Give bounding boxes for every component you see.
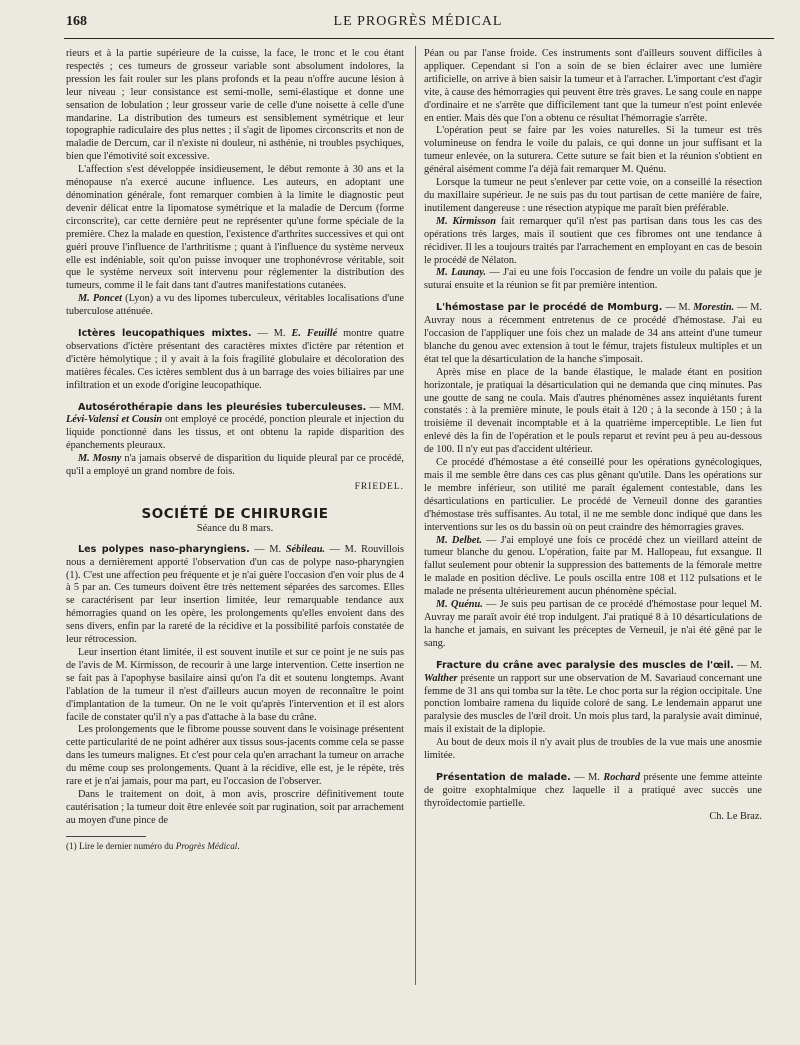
paragraph: Leur insertion étant limitée, il est souvent inutile et sur ce point je ne suis pas de l'avis de M. Kirmisson, de recourir à une large intervention. Cette insertion ne se fait pas à l'apophyse basilaire ainsi qu'on l'a dit et soutenu longtemps. Avant l'ablation de la tumeur il n'est d'ailleurs aucun moyen de reconnaître le point d'implantation de la tumeur. On ne le voit qu'après l'intervention et il est alors facile de constater qu'il n'y a pas d'attache à la base du crâne. [66, 646, 404, 723]
separator: — M. [662, 302, 694, 314]
paragraph [424, 267, 762, 293]
signature: FRIEDEL. [354, 482, 404, 492]
running-title: LE PROGRÈS MÉDICAL [333, 14, 503, 29]
paragraph-text: — J'ai eu une fois l'occasion de fendre un voile du palais que je suturai ensuite et la réunion se fit par première intention. [424, 267, 762, 292]
footnote [66, 840, 404, 853]
paragraph [66, 328, 404, 393]
author-name: M. Quénu. [436, 599, 483, 611]
paragraph: Après mise en place de la bande élastique, le malade étant en position horizontale, je pratiquai la désarticulation qui ne demanda que cinq minutes. Pas une goutte de sang ne coula. Mais d'autres phénomènes assez inquiétants furent constatés : à la première minute, le pouls était à 120 ; à la seconde à 150 ; à la troisième il devenait incomptable et à la quatrième imperceptible. Le lien fut enlevé dès la fin de l'opération et le pouls reparut et revint peu à peu au-dessous de 100. Il n'y eut pas d'accident ultérieur. [424, 366, 762, 456]
author-name: Morestin. [693, 302, 735, 314]
author-name: M. Poncet [78, 293, 123, 305]
journal-title: Progrès Médical [175, 840, 238, 851]
paragraph: Au bout de deux mois il n'y avait plus de troubles de la vue mais une anosmie limitée. [424, 737, 762, 762]
paragraph-text: montre quatre observations d'ictère présentant des caractères mixtes d'ictère par rétention et d'ictère hémolytique ; il y avait à la fois fragilité globulaire et décoloration des matières fécales. Ces ictères semblent dus à un barrage des voies biliaires par une infiltration et un exode d'origine leucopathique. [66, 328, 404, 391]
paragraph: Dans le traitement on doit, à mon avis, proscrire définitivement toute cautérisation ; la tumeur doit être enlevée soit par rugination, soit par arrachement au moyen d'une pince de [66, 788, 404, 826]
separator: — M. [249, 543, 286, 555]
paragraph-text: — J'ai employé une fois ce procédé chez un vieillard atteint de tumeur blanche du genou. L'opération, faite par M. Hallopeau, fut exsangue. Il fallut seulement pour obtenir la suppression des battements de la fémorale mettre le malade en position déclive. Le pouls oscilla entre 108 et 112 pulsations et le malade ne présenta ultérieurement aucun phénomène spécial. [424, 534, 762, 598]
page-header [66, 16, 770, 36]
footnote-text: (1) Lire le dernier numéro du [66, 840, 176, 851]
paragraph-text: fait remarquer qu'il n'est pas partisan dans tous les cas des opérations très larges, mais il soutient que ces fibromes ont une tendance à récidiver. Il les a toujours traités par l'arrachement en employant en cas de besoin le procédé de Nélaton. [424, 215, 762, 266]
section-lead: Ictères leucopathiques mixtes. [78, 328, 252, 340]
author-name: E. Feuillé [291, 328, 338, 340]
header-rule [64, 38, 774, 39]
separator: — M. [733, 659, 762, 671]
paragraph-text: — M. Auvray nous a récemment entretenus de ce procédé d'hémostase. J'ai eu l'occasion de l'appliquer une fois chez un malade de 34 ans atteint d'une tumeur blanche du genou avec extension à tout le fémur, trajets fistuleux multiples et un état tel que la désarticulation de la hanche s'imposait. [424, 302, 762, 365]
author-name: M. Delbet. [436, 534, 482, 546]
paragraph-text: présente un rapport sur une observation de M. Savariaud concernant une femme de 31 ans qui tomba sur la tête. Le choc porta sur la région occipitale. Une ponction lombaire ramena du liquide coloré de sang. Le lendemain apparut une paralysie des muscles de l'œil droit. Un mois plus tard, la paralysie avait diminué, mais il existait de la diplopie. [424, 672, 762, 736]
author-name: M. Launay. [436, 267, 486, 279]
separator: — M. [251, 328, 292, 340]
author-name: Walther [424, 672, 458, 684]
paragraph [66, 453, 404, 479]
paragraph-text: (Lyon) a vu des lipomes tuberculeux, véritables localisations d'une tuberculose atténuée. [66, 293, 404, 318]
paragraph-text: n'a jamais observé de disparition du liquide pleural par ce procédé, qu'il a employé un grand nombre de fois. [66, 453, 404, 478]
section-lead: L'hémostase par le procédé de Momburg. [436, 302, 663, 314]
paragraph [66, 544, 404, 647]
paragraph: Péan ou par l'anse froide. Ces instruments sont d'ailleurs souvent difficiles à appliquer. Cependant si l'on a soin de se bien éclairer avec une lumière artificielle, on arrive à bien saisir la tumeur et à l'arracher. L'important c'est d'agir vite, à cause des hémorragies qui peuvent être très graves. Le sang coule en nappe d'ordinaire et ne s'arrête que difficilement tant que la tumeur n'est point enlevée en entier. Mais dès que l'on a obtenu ce résultat l'hémorragie s'arrête. [424, 48, 762, 124]
paragraph-text: nous a dernièrement apporté l'observation d'un cas de polype naso-pharyngien (1). C'est une affection peu fréquente et je n'ai guère l'occasion d'en voir plus de 4 à 5 par an. Ces tumeurs doivent être très nettement séparées des sarcomes. Elles se caractérisent par leur insertion limitée, leur remarquable tendance aux hémorragies quand on les opère, les prolongements qu'elles envoient dans des sens divers, enfin par la rareté de la récidive et la possibilité parfois constatée de leur rétrocession. [66, 556, 404, 646]
paragraph [424, 599, 762, 651]
paragraph [424, 535, 762, 600]
section-lead: Présentation de malade. [436, 771, 571, 783]
separator: — MM. [366, 401, 404, 413]
paragraph [424, 660, 762, 737]
paragraph-text: — Je suis peu partisan de ce procédé d'hémostase pour lequel M. Auvray me paraît avoir été trop indulgent. J'ai pratiqué 8 à 10 désarticulations de la hanche et jamais, en suivant les préceptes de Verneuil, je n'ai été gêné par le sang. [424, 599, 762, 649]
separator: — M. [570, 771, 604, 783]
right-column [424, 48, 762, 1027]
paragraph: Les prolongements que le fibrome pousse souvent dans le voisinage présentent cette particularité de ne point adhérer aux tissus sous-jacents comme cela se passe dans les tumeurs malignes. Et c'est pour cela qu'en arrachant la tumeur on arrache du même coup ses prolongements. Quant à la récidive, elle est, je le répète, très rare et je n'ai jamais, pour ma part, eu l'occasion de l'observer. [66, 724, 404, 788]
paragraph [66, 293, 404, 319]
footnote-rule [66, 836, 146, 837]
author-name: Rochard [603, 771, 640, 783]
paragraph-text: ont employé ce procédé, ponction pleurale et injection du liquide ponctionné dans les tissus, et ont obtenu la rapide disparition des épanchements pleuraux. [66, 414, 404, 452]
paragraph: rieurs et à la partie supérieure de la cuisse, la face, le tronc et le cou étant respectés ; ces tumeurs de grosseur variable sont absolument indolores, la pression les fait rouler sur les plans profonds et la peau n'offre aucune lésion à leur niveau ; leur consistance est semi-molle, semi-élastique et donne une sensation de lobulation ; leur grosseur varie de celle d'une noisette à celle d'une mandarine. La distribution des tumeurs est sensiblement symétrique et leur topographie radiculaire des plus nettes ; il s'agit de lipomes circonscrits et non de maladie de Dercum, car il n'existe ni douleur, ni asthénie, ni troubles psychiques, bien que l'émotivité soit excessive. [66, 48, 404, 163]
author-name: M. Mosny [78, 453, 122, 465]
paragraph-text: présente une femme atteinte de goitre exophtalmique chez laquelle il a pratiqué avec succès une thyroïdectomie partielle. [424, 771, 762, 809]
author-name: Lévi-Valensi et Cousin [66, 414, 163, 426]
paragraph: Lorsque la tumeur ne peut s'enlever par cette voie, on a conseillé la résection du maxillaire supérieur. Je ne suis pas du tout partisan de cette manière de faire, inutilement dangereuse : une résection atypique me paraît bien préférable. [424, 177, 762, 214]
footnote-text: . [237, 840, 240, 851]
author-name: Sébileau. [285, 543, 325, 555]
section-lead: Autosérothérapie dans les pleurésies tuberculeuses. [78, 401, 367, 413]
section-lead: Les polypes naso-pharyngiens. [78, 543, 250, 555]
section-title: SOCIÉTÉ DE CHIRURGIE [141, 505, 329, 522]
paragraph [66, 402, 404, 454]
section-lead: Fracture du crâne avec paralysie des muscles de l'œil. [436, 659, 734, 671]
signature: Ch. Le Braz. [709, 810, 762, 822]
paragraph: Ce procédé d'hémostase a été conseillé pour les opérations gynécologiques, mais il me semble être dans ces cas plus gênant qu'utile. Dans les opérations sur le membre inférieur, son utilité me paraît également contestable, dans les désarticulations en particulier. Le procédé de Verneuil donne des garanties d'hémostase très suffisantes. Au total, il ne me semble donc indiqué que dans les interventions sur les os du bassin où on peut craindre des hémorragies graves. [424, 457, 762, 533]
paragraph [424, 772, 762, 824]
page-number: 168 [66, 14, 87, 29]
paragraph: L'affection s'est développée insidieusement, le début remonte à 30 ans et la ménopause n'a exercé aucune influence. Les auteurs, en adoptant une dénomination générale, font remarquer combien à la limite le diagnostic peut devenir délicat entre la lipomatose symétrique et la maladie de Dercum (forme circonscrite), car cette dernière peut ne représenter qu'une forme spéciale de la première. Chez la malade en question, l'existence d'arthrites successives et qui ont guéri prouve l'influence de l'arthritisme ; quant à l'influence du système nerveux elle est indéniable, soit qu'on puisse invoquer une trophonévrose véritable, soit que le système nerveux soit intervenu pour réglementer la distribution des tumeurs, comme il le fait dans tant d'autres manifestations cutanées. [66, 164, 404, 292]
separator: — M. [325, 543, 362, 555]
paragraph [424, 216, 762, 268]
session-date: Séance du 8 mars. [196, 522, 274, 534]
paragraph [424, 302, 762, 367]
author-name: M. Kirmisson [436, 215, 497, 227]
left-column [66, 48, 404, 1027]
column-divider [415, 46, 416, 985]
author-name: Rouvillois [361, 543, 404, 555]
paragraph: L'opération peut se faire par les voies naturelles. Si la tumeur est très volumineuse on fendra le voile du palais, ce qui donne un jour suffisant et la tumeur enlevée, on la suturera. Cette suture se fait bien et la réunion s'obtient en général aisément comme l'a déjà fait remarquer M. Quénu. [424, 125, 762, 176]
